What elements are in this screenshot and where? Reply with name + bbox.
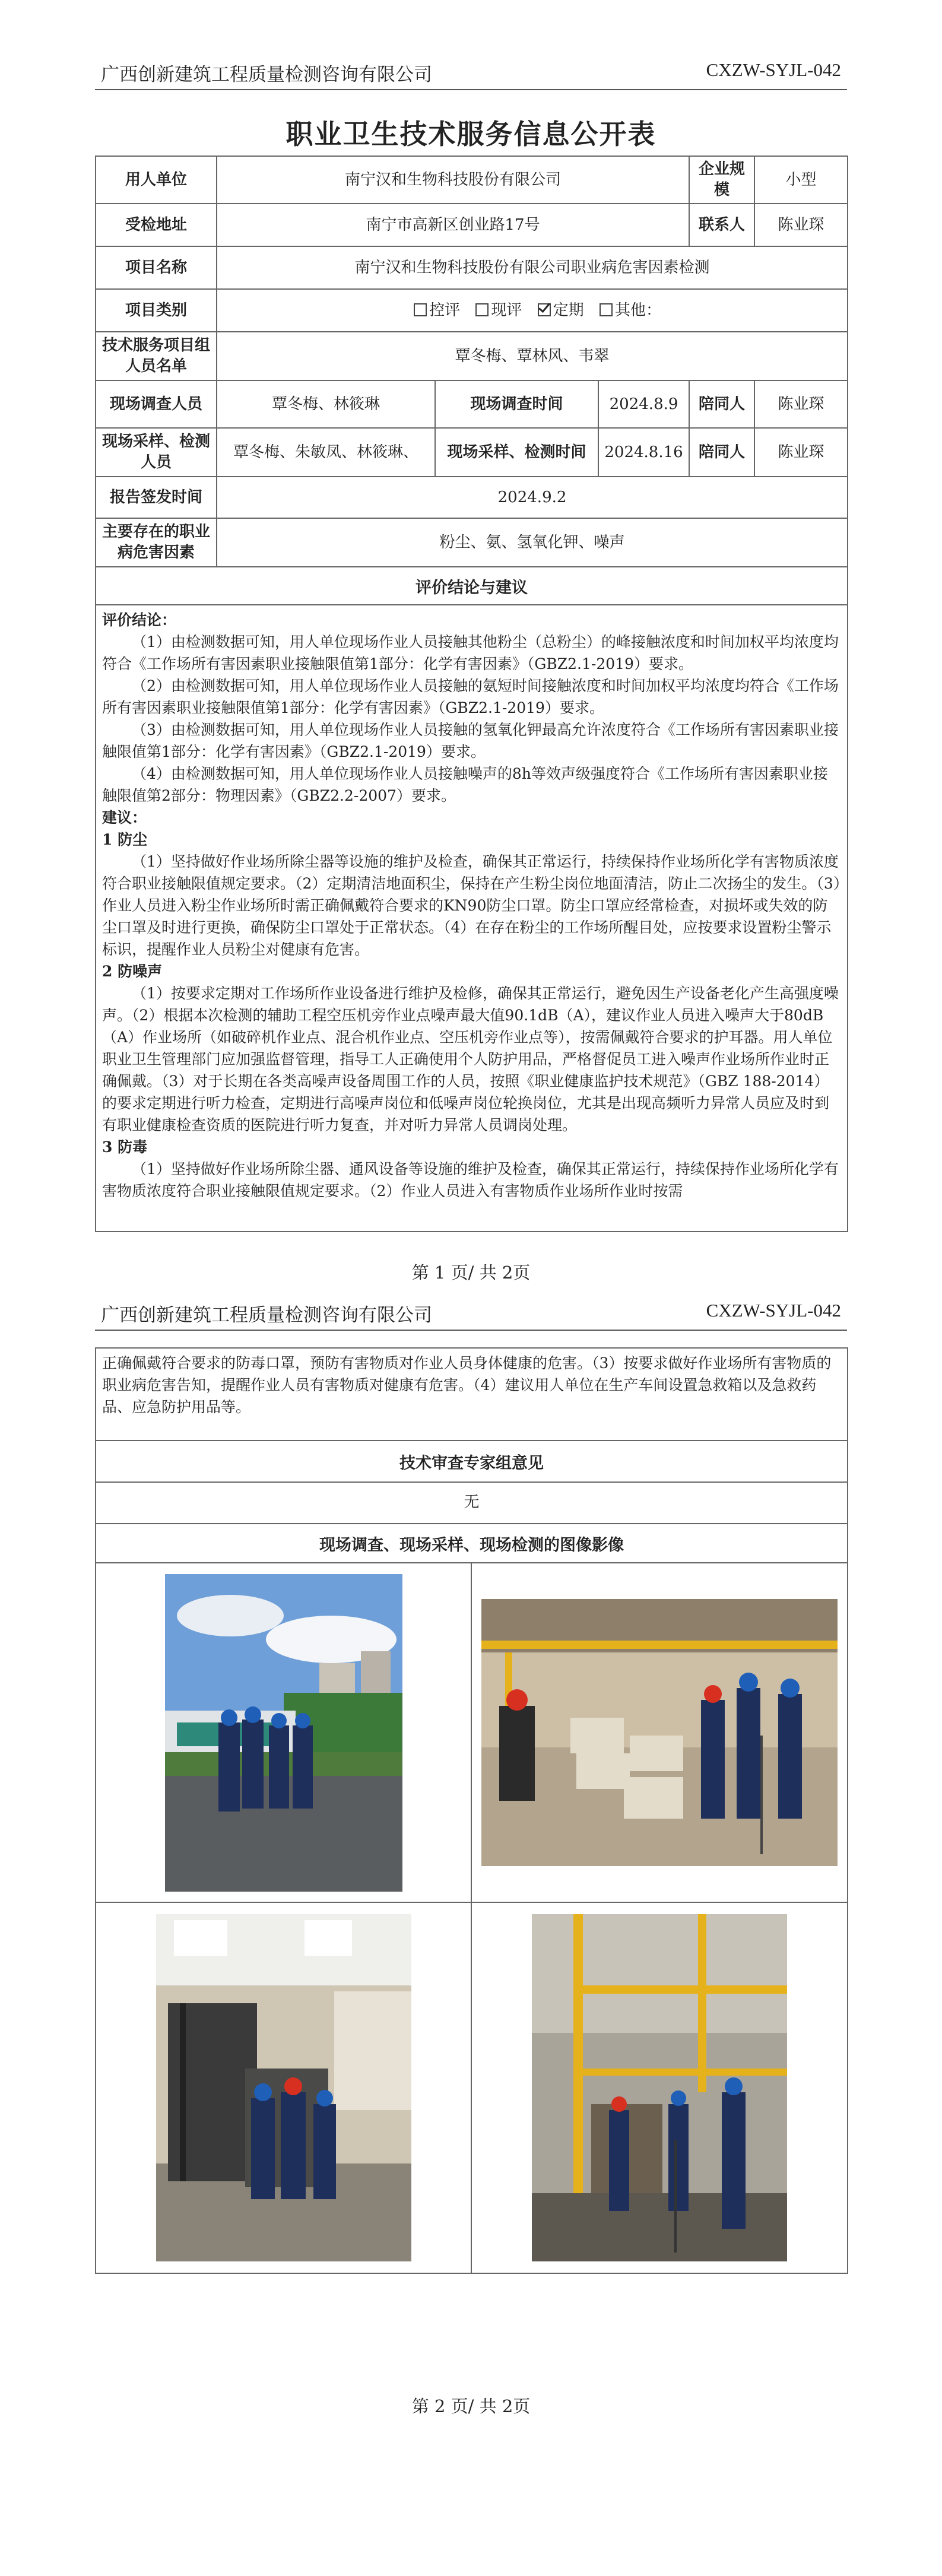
poison-heading: 3 防毒: [102, 1138, 148, 1156]
poison-advice: （1）坚持做好作业场所除尘器、通风设备等设施的维护及检查，确保其正常运行，持续保持作业场所化学有害物质浓度符合职业接触限值规定要求。（2）作业人员进入有害物质作业场所作业时按需: [102, 1160, 839, 1200]
project-value: 南宁汉和生物科技股份有限公司职业病危害因素检测: [217, 246, 848, 289]
accompany-label: 陪同人: [689, 428, 754, 477]
company-header: 广西创新建筑工程质量检测咨询有限公司: [101, 64, 432, 85]
hazard-value: 粉尘、氨、氢氧化钾、噪声: [217, 518, 848, 567]
site-survey-photo: [165, 1574, 402, 1892]
dust-sampling-photo: [481, 1599, 838, 1866]
checkbox-other: [600, 303, 613, 316]
category-option: 其他：: [614, 301, 661, 319]
address-label: 受检地址: [96, 204, 217, 246]
company-header: 广西创新建筑工程质量检测咨询有限公司: [101, 1305, 432, 1326]
dust-advice: （1）坚持做好作业场所除尘器等设施的维护及检查，确保其正常运行，持续保持作业场所化学有害物质浓度符合职业接触限值规定要求。（2）定期清洁地面积尘，保持在产生粉尘岗位地面清洁，防止二次扬尘的发生。（3）作业人员进入粉尘作业场所时需正确佩戴符合要求的KN90防尘口罩。防尘口罩应经常检查，对损坏或失效的防尘口罩及时进行更换，确保防尘口罩处于正常状态。（4）在存在粉尘的工作场所醒目处，应按要求设置粉尘警示标识，提醒作业人员粉尘对健康有危害。: [102, 853, 841, 959]
size-value: 小型: [754, 156, 848, 204]
survey-staff-label: 现场调查人员: [96, 380, 217, 428]
conclusion-item: （4）由检测数据可知，用人单位现场作业人员接触噪声的8h等效声级强度符合《工作场所有害因素职业接触限值第2部分：物理因素》（GBZ2.2-2007）要求。: [102, 765, 828, 805]
document-code: CXZW-SYJL-042: [706, 1300, 841, 1321]
continuation-table: [95, 1347, 848, 2274]
sampling-staff-label: 现场采样、检测人员: [96, 428, 217, 477]
survey-time-label: 现场调查时间: [435, 380, 598, 428]
sampling-time-value: 2024.8.16: [598, 428, 689, 477]
header-rule: [95, 1330, 847, 1331]
project-label: 项目名称: [96, 246, 217, 289]
tech-team-label: 技术服务项目组人员名单: [96, 332, 217, 380]
accompany-value: 陈业琛: [754, 428, 848, 477]
conclusion-item: （1）由检测数据可知，用人单位现场作业人员接触其他粉尘（总粉尘）的峰接触浓度和时间加权平均浓度均符合《工作场所有害因素职业接触限值第1部分：化学有害因素》（GBZ2.1-2019）要求。: [102, 633, 839, 673]
forklift-area-photo: [156, 1914, 411, 2261]
noise-heading: 2 防噪声: [102, 963, 163, 981]
page-2: [0, 1288, 942, 2576]
header-rule: [95, 89, 847, 90]
photo-cell: [96, 1902, 471, 2273]
document-code: CXZW-SYJL-042: [706, 59, 841, 80]
employer-label: 用人单位: [96, 156, 217, 204]
size-label: 企业规模: [689, 156, 754, 204]
sampling-time-label: 现场采样、检测时间: [435, 428, 598, 477]
page-number: 第 1 页/ 共 2页: [411, 1262, 531, 1283]
category-label: 项目类别: [96, 289, 217, 332]
category-option: 现评: [491, 301, 522, 319]
tech-team-value: 覃冬梅、覃林风、韦翠: [217, 332, 848, 380]
dust-heading: 1 防尘: [102, 831, 148, 849]
photo-cell: [471, 1563, 848, 1902]
evaluation-content: [96, 605, 848, 1232]
noise-advice: （1）按要求定期对工作场所作业设备进行维护及检修，确保其正常运行，避免因生产设备老化产生高强度噪声。（2）根据本次检测的辅助工程空压机旁作业点噪声最大值90.1dB（A），建议作业人员进入噪声大于80dB（A）作业场所（如破碎机作业点、混合机作业点、空压机旁作业点等），按需佩戴符合要求的护耳器。用人单位职业卫生管理部门应加强监督管理，指导工人正确使用个人防护用品，严格督促员工进入噪声作业场所作业时正确佩戴。（3）对于长期在各类高噪声设备周围工作的人员，按照《职业健康监护技术规范》（GBZ 188-2014）的要求定期进行听力检查，定期进行高噪声岗位和低噪声岗位轮换岗位，尤其是出现高频听力异常人员应及时到有职业健康检查资质的医院进行听力复查，并对听力异常人员调岗处理。: [102, 985, 839, 1134]
checkbox-current-eval: [475, 303, 489, 316]
category-options: [217, 289, 848, 332]
conclusion-item: （2）由检测数据可知，用人单位现场作业人员接触的氨短时间接触浓度和时间加权平均浓度均符合《工作场所有害因素职业接触限值第1部分：化学有害因素》（GBZ2.1-2019）要求。: [102, 677, 839, 717]
conclusion-item: （3）由检测数据可知，用人单位现场作业人员接触的氢氧化钾最高允许浓度符合《工作场所有害因素职业接触限值第1部分：化学有害因素》（GBZ2.1-2019）要求。: [102, 721, 839, 761]
category-option: 控评: [429, 301, 461, 319]
survey-time-value: 2024.8.9: [598, 380, 689, 428]
photo-cell: [96, 1563, 471, 1902]
noise-measurement-photo: [532, 1914, 787, 2261]
conclusion-heading: 评价结论：: [102, 611, 177, 629]
employer-value: 南宁汉和生物科技股份有限公司: [217, 156, 689, 204]
sampling-staff-value: 覃冬梅、朱敏凤、林筱琳、: [217, 428, 435, 477]
address-value: 南宁市高新区创业路17号: [217, 204, 689, 246]
expert-section-title: 技术审查专家组意见: [96, 1441, 848, 1482]
info-table: [95, 156, 848, 1232]
category-option: 定期: [553, 301, 584, 319]
report-date-value: 2024.9.2: [217, 477, 848, 518]
checkbox-control-eval: [414, 303, 427, 316]
checkbox-periodic-checked: [538, 303, 551, 316]
contact-value: 陈业琛: [754, 204, 848, 246]
images-section-title: 现场调查、现场采样、现场检测的图像影像: [96, 1524, 848, 1563]
contact-label: 联系人: [689, 204, 754, 246]
accompany-value: 陈业琛: [754, 380, 848, 428]
advice-heading: 建议：: [102, 809, 147, 827]
photo-cell: [471, 1902, 848, 2273]
accompany-label: 陪同人: [689, 380, 754, 428]
expert-opinion: 无: [96, 1482, 848, 1524]
report-date-label: 报告签发时间: [96, 477, 217, 518]
hazard-label: 主要存在的职业病危害因素: [96, 518, 217, 567]
evaluation-section-title: 评价结论与建议: [96, 567, 848, 605]
page-title: 职业卫生技术服务信息公开表: [286, 118, 656, 150]
page-number: 第 2 页/ 共 2页: [411, 2396, 531, 2416]
poison-advice-continued: 正确佩戴符合要求的防毒口罩，预防有害物质对作业人员身体健康的危害。（3）按要求做好作业场所有害物质的职业病危害告知，提醒作业人员有害物质对健康有危害。（4）建议用人单位在生产车间设置急救箱以及急救药品、应急防护用品等。: [96, 1348, 848, 1441]
survey-staff-value: 覃冬梅、林筱琳: [217, 380, 435, 428]
